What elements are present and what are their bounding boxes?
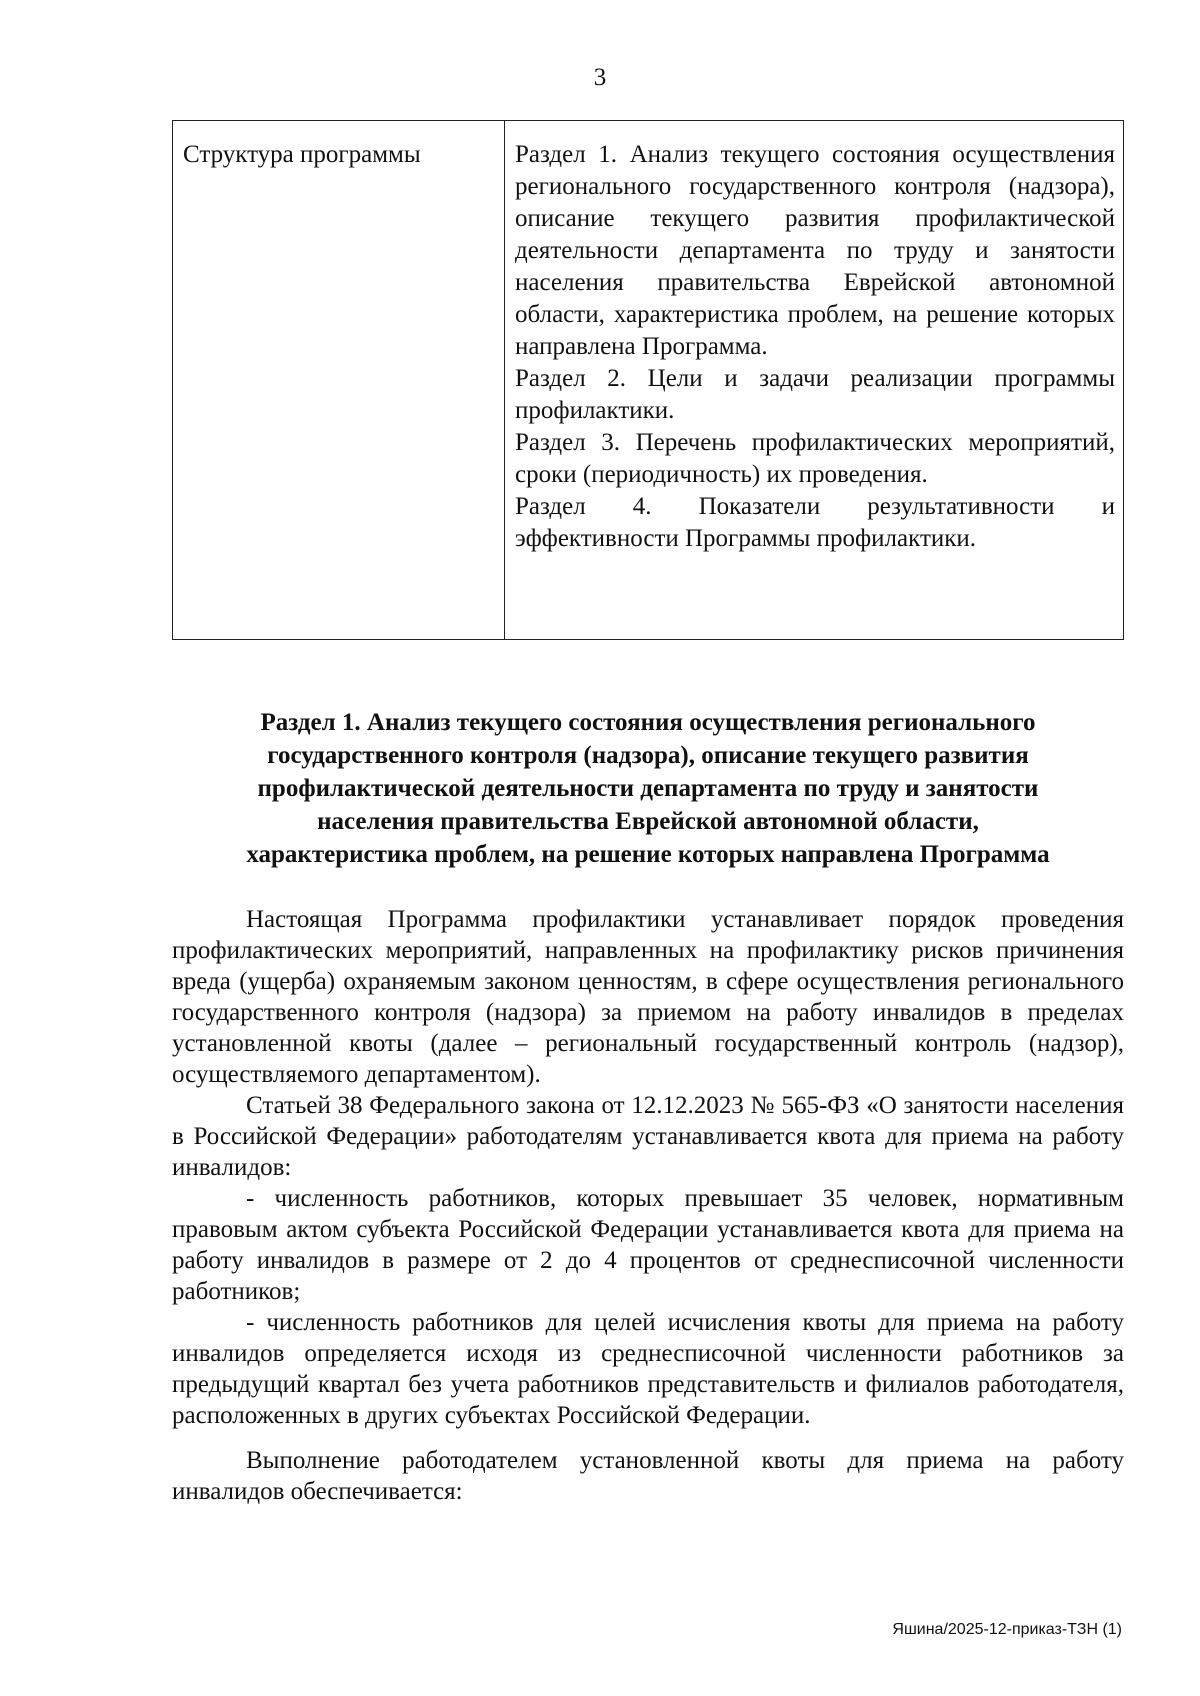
paragraph: - численность работников, которых превышает 35 человек, нормативным правовым актом субъекта Российской Федерации устанавливается квота для приема на работу инвалидов в размере от 2 до 4 процентов от среднесписочной численности работников; bbox=[172, 1185, 1124, 1305]
page-number: 3 bbox=[593, 64, 607, 91]
heading-line: Раздел 1. Анализ текущего состояния осуществления регионального bbox=[260, 709, 1036, 736]
heading-line: профилактической деятельности департамента по труду и занятости bbox=[257, 775, 1039, 802]
heading-line: государственного контроля (надзора), описание текущего развития bbox=[267, 742, 1029, 769]
table-section-3: Раздел 3. Перечень профилактических мероприятий, сроки (периодичность) их проведения. bbox=[515, 429, 1115, 488]
table-section-1: Раздел 1. Анализ текущего состояния осуществления регионального государственного контроля (надзора), описание текущего развития профилактической деятельности департамента по труду и занятости населения правительства Еврейской автономной области, характеристика проблем, на решение которых направлена Программа. bbox=[515, 141, 1115, 360]
table-section-2: Раздел 2. Цели и задачи реализации программы профилактики. bbox=[515, 365, 1115, 424]
heading-line: характеристика проблем, на решение которых направлена Программа bbox=[246, 841, 1050, 868]
table-content-cell bbox=[505, 121, 1123, 639]
table-section-4: Раздел 4. Показатели результативности и эффективности Программы профилактики. bbox=[515, 493, 1115, 552]
table-label-cell: Структура программы bbox=[173, 121, 505, 639]
heading-line: населения правительства Еврейской автономной области, bbox=[317, 808, 979, 835]
paragraph: Выполнение работодателем установленной квоты для приема на работу инвалидов обеспечивается: bbox=[172, 1447, 1124, 1505]
body-text bbox=[172, 904, 1124, 1507]
document-footer: Яшина/2025-12-приказ-ТЗН (1) bbox=[892, 1621, 1122, 1638]
section-heading bbox=[172, 706, 1124, 871]
program-structure-table bbox=[172, 120, 1124, 640]
paragraph: Статьей 38 Федерального закона от 12.12.2023 № 565-ФЗ «О занятости населения в Российской Федерации» работодателям устанавливается квота для приема на работу инвалидов: bbox=[172, 1092, 1124, 1181]
paragraph: - численность работников для целей исчисления квоты для приема на работу инвалидов определяется исходя из среднесписочной численности работников за предыдущий квартал без учета работников представительств и филиалов работодателя, расположенных в других субъектах Российской Федерации. bbox=[172, 1309, 1124, 1429]
paragraph: Настоящая Программа профилактики устанавливает порядок проведения профилактических мероприятий, направленных на профилактику рисков причинения вреда (ущерба) охраняемым законом ценностям, в сфере осуществления регионального государственного контроля (надзора) за приемом на работу инвалидов в пределах установленной квоты (далее – региональный государственный контроль (надзор), осуществляемого департаментом). bbox=[172, 906, 1124, 1088]
